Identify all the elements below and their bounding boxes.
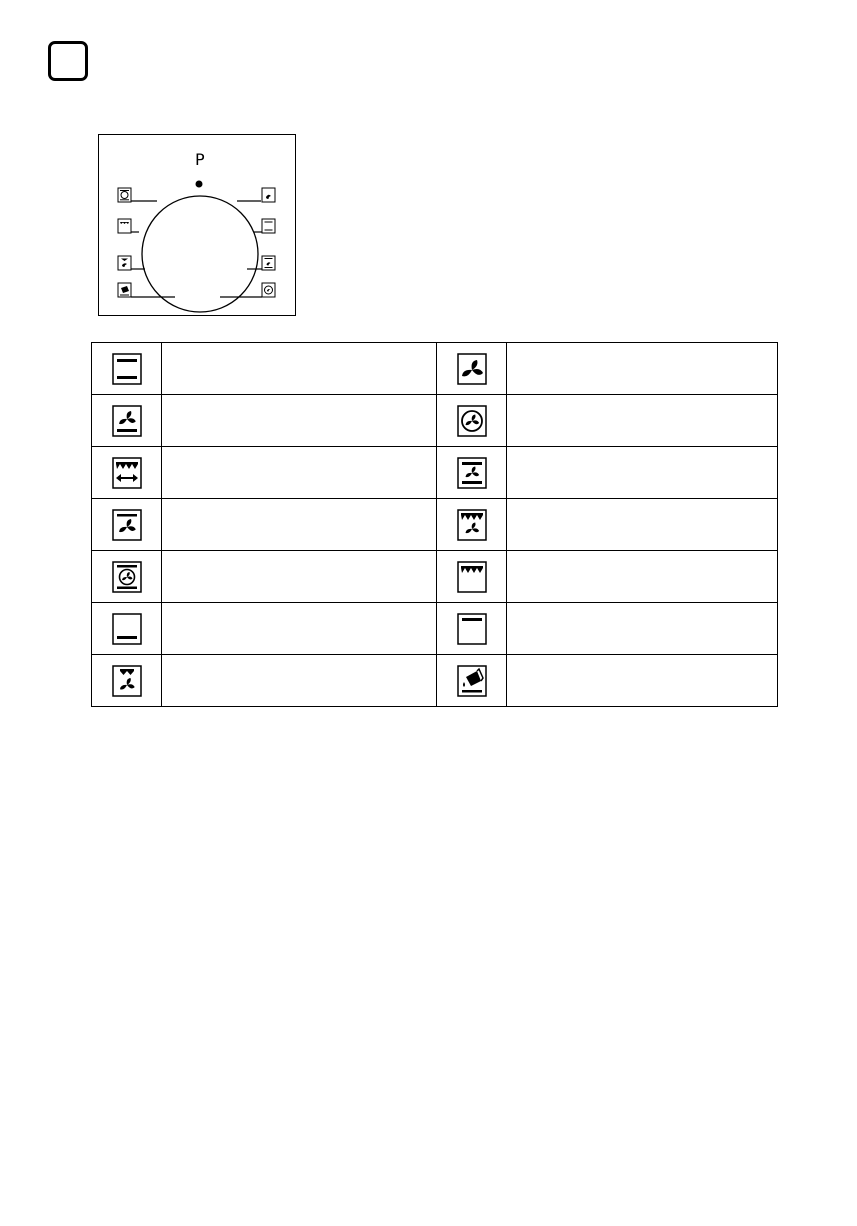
table-row	[92, 499, 778, 551]
indicator-dot	[196, 181, 203, 188]
table-icon-cell	[437, 499, 507, 551]
top-bottom-heat-icon	[112, 353, 142, 385]
table-row	[92, 343, 778, 395]
control-dial-panel	[98, 134, 296, 316]
dial-fan-icon	[262, 188, 275, 202]
table-icon-cell	[437, 551, 507, 603]
table-icon-cell	[92, 603, 162, 655]
dial-fan-ring-icon	[262, 283, 275, 297]
wide-grill-only-icon	[457, 561, 487, 593]
section-marker-box	[48, 41, 88, 81]
table-icon-cell	[92, 395, 162, 447]
control-knob	[142, 196, 258, 312]
cleaning-icon	[457, 665, 487, 697]
table-row	[92, 447, 778, 499]
bottom-heat-icon	[112, 613, 142, 645]
dial-fan-ring-top-bottom-icon	[118, 188, 131, 202]
table-description-cell	[507, 499, 778, 551]
table-description-cell	[507, 447, 778, 499]
table-description-cell	[507, 395, 778, 447]
table-icon-cell	[92, 655, 162, 707]
table-description-cell	[162, 655, 437, 707]
table-description-cell	[162, 551, 437, 603]
dial-position-label: P	[195, 150, 205, 169]
fan-icon	[457, 353, 487, 385]
table-icon-cell	[92, 551, 162, 603]
table-description-cell	[507, 551, 778, 603]
table-description-cell	[162, 395, 437, 447]
dial-top-bottom-heat-icon	[262, 219, 275, 233]
table-icon-cell	[92, 499, 162, 551]
table-icon-cell	[92, 447, 162, 499]
fan-bottom-heat-icon	[112, 405, 142, 437]
table-description-cell	[507, 603, 778, 655]
wide-grill-icon	[112, 457, 142, 489]
dial-grill-fan-icon	[118, 256, 131, 270]
table-icon-cell	[437, 343, 507, 395]
table-icon-cell	[437, 655, 507, 707]
table-icon-cell	[437, 395, 507, 447]
top-bottom-fan-icon	[457, 457, 487, 489]
wide-grill-fan-icon	[457, 509, 487, 541]
fan-ring-top-bottom-icon	[112, 561, 142, 593]
table-row	[92, 395, 778, 447]
top-fan-icon	[112, 509, 142, 541]
table-row	[92, 603, 778, 655]
fan-ring-icon	[457, 405, 487, 437]
table-icon-cell	[92, 343, 162, 395]
table-description-cell	[162, 603, 437, 655]
dial-top-bottom-fan-icon	[262, 256, 275, 270]
table-description-cell	[162, 447, 437, 499]
table-description-cell	[507, 655, 778, 707]
top-heat-icon	[457, 613, 487, 645]
table-description-cell	[162, 343, 437, 395]
dial-diagram	[99, 135, 295, 315]
table-icon-cell	[437, 447, 507, 499]
dial-grill-icon	[118, 219, 131, 233]
cooking-modes-table	[91, 342, 778, 707]
table-icon-cell	[437, 603, 507, 655]
table-description-cell	[507, 343, 778, 395]
table-description-cell	[162, 499, 437, 551]
grill-fan-icon	[112, 665, 142, 697]
table-row	[92, 551, 778, 603]
dial-cleaning-icon	[118, 283, 131, 297]
table-row	[92, 655, 778, 707]
